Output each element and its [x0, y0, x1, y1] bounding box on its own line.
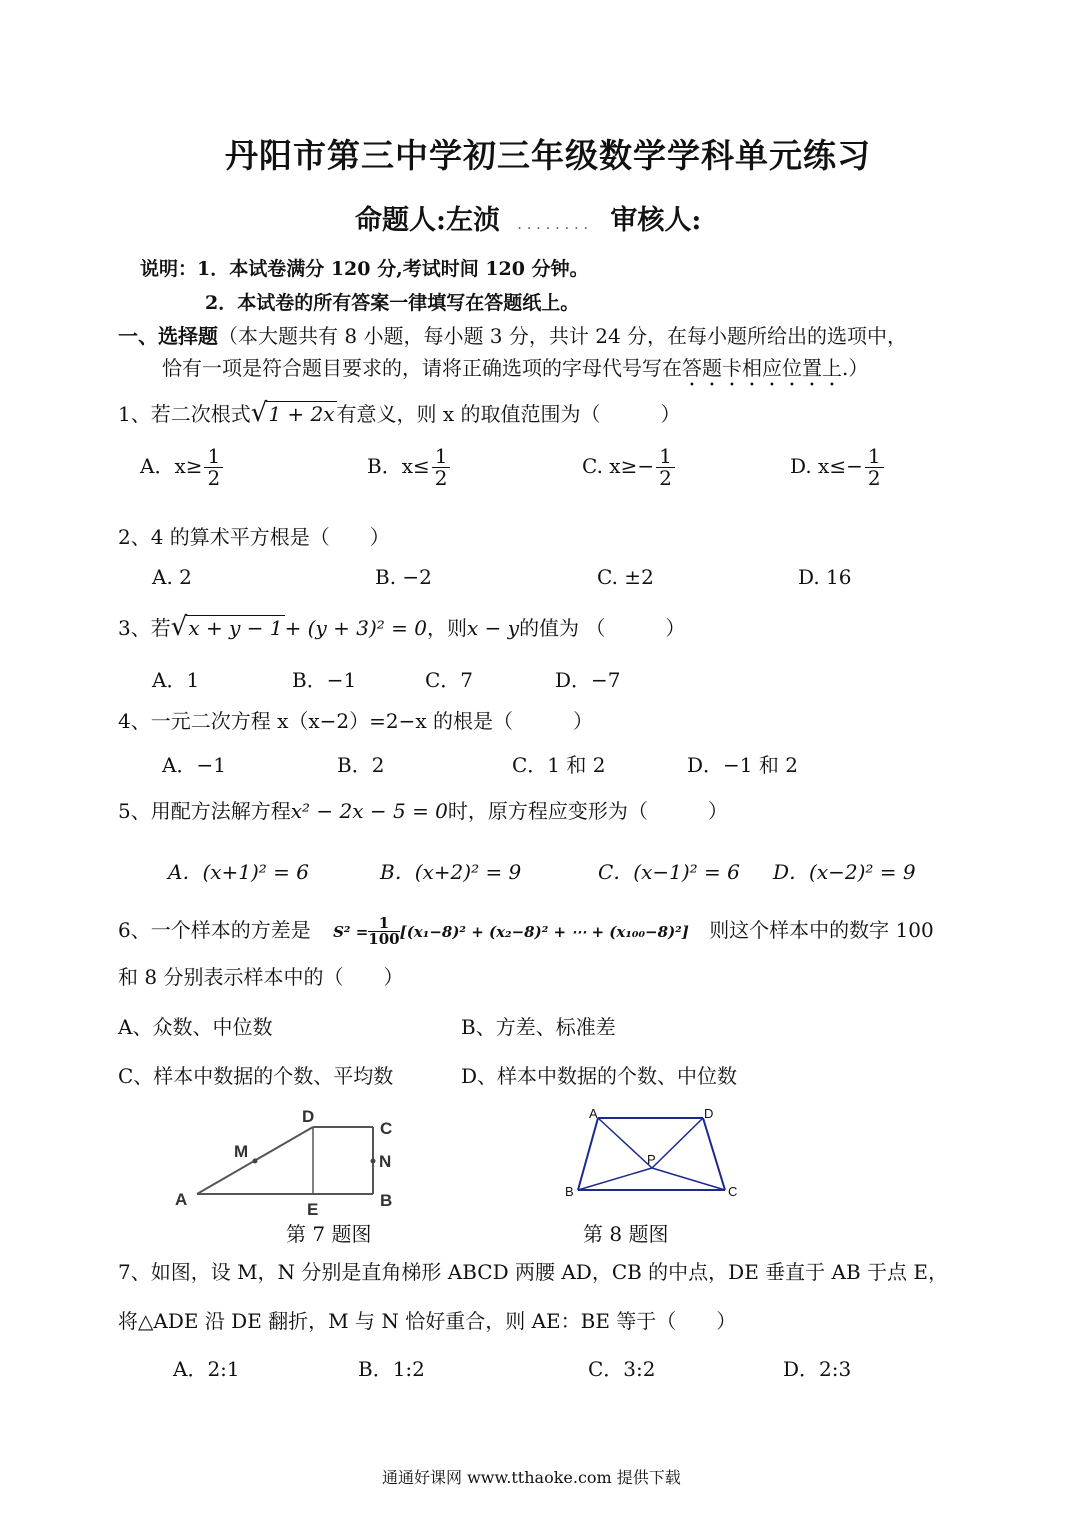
q3-mid: ，则 [427, 616, 467, 640]
section-desc-2b: 答题卡相应位置上 [682, 356, 842, 380]
fig8-side-ab [578, 1118, 598, 1190]
q1-option-c [582, 446, 677, 489]
q6-formula-lhs: S² = [333, 923, 369, 941]
frac-den: 2 [659, 466, 672, 490]
fig7-point-m [253, 1159, 258, 1164]
q5-option-c: C．(x−1)² = 6 [598, 860, 740, 884]
frac-num: 1 [656, 446, 675, 468]
fig8-label-d: D [704, 1106, 714, 1121]
section-desc-2a: 恰有一项是符合题目要求的，请将正确选项的字母代号写在 [162, 356, 682, 380]
option-label: D. x≤− [790, 454, 863, 478]
question-7-line-1: 7、如图，设 M，N 分别是直角梯形 ABCD 两腰 AD，CB 的中点，DE 垂直于 AB 于点 E， [118, 1260, 948, 1284]
question-7-line-2: 将△ADE 沿 DE 翻折，M 与 N 恰好重合，则 AE：BE 等于（ ） [118, 1309, 737, 1333]
q7-option-c: C．3:2 [588, 1357, 656, 1381]
question-2: 2、4 的算术平方根是（ ） [118, 525, 390, 549]
frac-num: 1 [865, 446, 884, 468]
option-label: B．x≤ [367, 454, 430, 478]
q3-suffix: 的值为 （ ） [519, 616, 686, 640]
figure-8-caption: 第 8 题图 [583, 1222, 669, 1246]
q6-option-b: B、方差、标准差 [461, 1015, 616, 1039]
page-footer: 通通好课网 www.tthaoke.com 提供下载 [382, 1468, 681, 1487]
note-line-2: 2．本试卷的所有答案一律填写在答题纸上。 [205, 292, 580, 314]
fig7-label-c: C [380, 1119, 393, 1138]
fig7-label-m: M [234, 1142, 249, 1161]
frac-den: 100 [368, 930, 400, 948]
q3-expression: + (y + 3)² = 0 [284, 616, 427, 640]
q5-suffix: 时，原方程应变形为（ ） [447, 799, 728, 823]
q5-option-d: D．(x−2)² = 9 [773, 860, 916, 884]
q2-option-b: B. −2 [375, 565, 432, 589]
q4-option-d: D．−1 和 2 [687, 753, 798, 777]
q3-radicand: x + y − 1 [188, 616, 283, 640]
q5-equation: x² − 2x − 5 = 0 [290, 799, 448, 823]
question-4: 4、一元二次方程 x（x−2）=2−x 的根是（ ） [118, 709, 593, 733]
q3-option-a: A．1 [152, 668, 200, 692]
fig8-label-b: B [565, 1184, 574, 1199]
q3-option-d: D．−7 [555, 668, 621, 692]
section-desc-1: （本大题共有 8 小题，每小题 3 分，共计 24 分，在每小题所给出的选项中， [218, 324, 908, 348]
q7-option-d: D．2:3 [783, 1357, 852, 1381]
question-6 [118, 914, 934, 947]
question-3 [118, 612, 685, 642]
q1-suffix: 有意义，则 x 的取值范围为（ ） [336, 402, 681, 426]
fig8-side-dc [703, 1118, 725, 1190]
reviewer-label: 审核人: [610, 205, 702, 236]
fig8-label-a: A [589, 1106, 598, 1121]
fig8-segment-pd [652, 1118, 703, 1168]
question-5 [118, 795, 728, 824]
section-desc-2c: .） [842, 356, 869, 380]
page-title: 丹阳市第三中学初三年级数学学科单元练习 [225, 136, 871, 175]
q6-option-c: C、样本中数据的个数、平均数 [118, 1064, 394, 1088]
fig7-label-n: N [379, 1152, 392, 1171]
section-desc-line-2 [162, 352, 868, 391]
fig7-point-n [371, 1159, 376, 1164]
q3-option-b: B．−1 [292, 668, 357, 692]
fig7-label-a: A [175, 1190, 188, 1209]
q1-prefix: 1、若二次根式 [118, 402, 251, 426]
q6-formula-rhs: [(x₁−8)² + (x₂−8)² + ⋯ + (x₁₀₀−8)²] [399, 923, 689, 941]
radical-sign: √ [170, 612, 188, 642]
author-line [355, 198, 701, 237]
fig7-label-d: D [302, 1107, 315, 1126]
q2-option-a: A. 2 [152, 565, 192, 589]
q6-option-a: A、众数、中位数 [118, 1015, 273, 1039]
q2-option-c: C. ±2 [597, 565, 654, 589]
fig7-label-e: E [307, 1200, 319, 1217]
q5-option-b: B．(x+2)² = 9 [380, 860, 522, 884]
q7-option-a: A．2:1 [173, 1357, 240, 1381]
frac-num: 1 [432, 446, 451, 468]
figure-8-diagram [560, 1104, 750, 1204]
q1-option-d [790, 446, 886, 489]
q7-option-b: B．1:2 [358, 1357, 425, 1381]
q5-option-a: A．(x+1)² = 6 [168, 860, 310, 884]
q2-option-d: D. 16 [798, 565, 852, 589]
q1-option-b [367, 446, 452, 489]
fig8-segment-pa [598, 1118, 652, 1168]
q3-prefix: 3、若 [118, 616, 171, 640]
fig8-segment-pb [578, 1168, 652, 1190]
question-1 [118, 398, 681, 428]
q3-target: x − y [467, 616, 520, 640]
q6-prefix: 6、一个样本的方差是 [118, 918, 311, 942]
q4-option-b: B．2 [337, 753, 385, 777]
figure-7-caption: 第 7 题图 [286, 1222, 372, 1246]
author-label: 命题人:左浈 [355, 205, 500, 236]
frac-den: 2 [207, 466, 221, 490]
fig8-label-p: P [647, 1152, 656, 1167]
q4-option-a: A．−1 [162, 753, 226, 777]
frac-den: 2 [867, 466, 881, 490]
author-dots: ........ [517, 217, 593, 233]
radical-sign: √ [250, 398, 268, 428]
option-label: C. x≥− [582, 454, 655, 478]
section-title: 一、选择题 [118, 324, 218, 348]
frac-num: 1 [204, 446, 223, 468]
frac-num: 1 [368, 916, 399, 932]
q1-option-a [140, 446, 225, 489]
q6-option-d: D、样本中数据的个数、中位数 [461, 1064, 738, 1088]
q5-prefix: 5、用配方法解方程 [118, 799, 291, 823]
figure-7-diagram [170, 1105, 410, 1217]
fig8-segment-pc [652, 1168, 725, 1190]
q1-radicand: 1 + 2x [268, 402, 335, 426]
fig7-label-b: B [380, 1191, 393, 1210]
fig8-label-c: C [728, 1184, 738, 1199]
q3-option-c: C．7 [425, 668, 474, 692]
note-line-1: 说明：1．本试卷满分 120 分,考试时间 120 分钟。 [140, 258, 589, 280]
frac-den: 2 [434, 466, 448, 490]
option-label: A．x≥ [140, 454, 203, 478]
q4-option-c: C．1 和 2 [512, 753, 606, 777]
q6-line-2: 和 8 分别表示样本中的（ ） [118, 965, 404, 989]
q6-suffix: 则这个样本中的数字 100 [709, 918, 934, 942]
section-heading [118, 320, 907, 349]
